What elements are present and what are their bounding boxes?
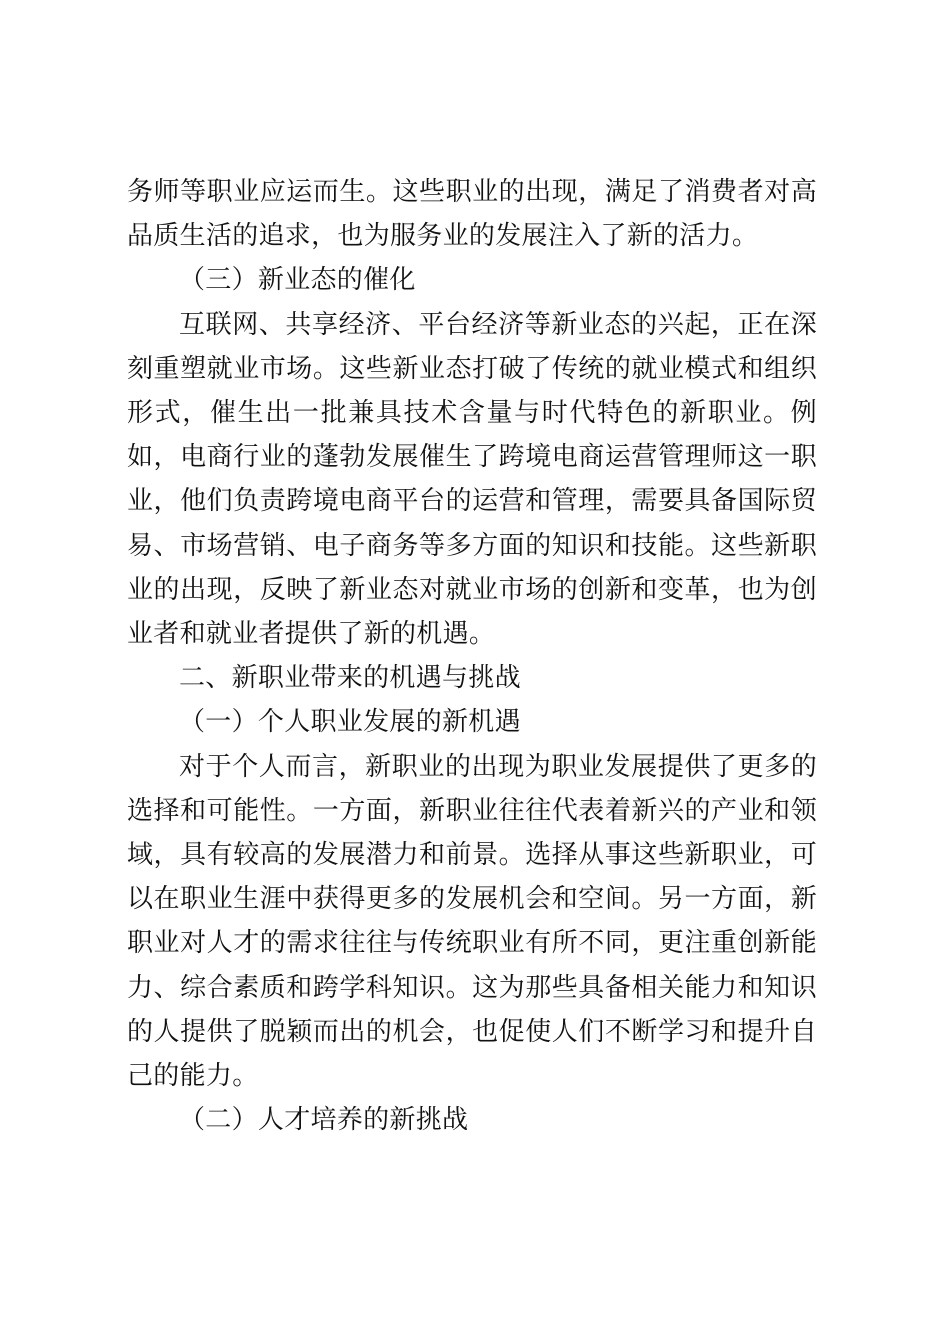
- subheading-new-business-forms: （三）新业态的催化: [179, 265, 416, 296]
- document-body: [127, 170, 817, 1142]
- paragraph-personal-opportunities: 对于个人而言，新职业的出现为职业发展提供了更多的选择和可能性。一方面，新职业往往代表着新兴的产业和领域，具有较高的发展潜力和前景。选择从事这些新职业，可以在职业生涯中获得更多的发展机会和空间。另一方面，新职业对人才的需求往往与传统职业有所不同，更注重创新能力、综合素质和跨学科知识。这为那些具备相关能力和知识的人提供了脱颖而出的机会，也促使人们不断学习和提升自己的能力。: [127, 751, 817, 1092]
- subheading-personal-opportunities: （一）个人职业发展的新机遇: [179, 707, 521, 738]
- paragraph-new-business-forms: 互联网、共享经济、平台经济等新业态的兴起，正在深刻重塑就业市场。这些新业态打破了传统的就业模式和组织形式，催生出一批兼具技术含量与时代特色的新职业。例如，电商行业的蓬勃发展催生了跨境电商运营管理师这一职业，他们负责跨境电商平台的运营和管理，需要具备国际贸易、市场营销、电子商务等多方面的知识和技能。这些新职业的出现，反映了新业态对就业市场的创新和变革，也为创业者和就业者提供了新的机遇。: [127, 309, 817, 650]
- section-heading-opportunities-challenges: 二、新职业带来的机遇与挑战: [179, 663, 521, 694]
- paragraph-continuation: 务师等职业应运而生。这些职业的出现，满足了消费者对高品质生活的追求，也为服务业的发展注入了新的活力。: [127, 177, 817, 252]
- subheading-talent-training: （二）人才培养的新挑战: [179, 1105, 469, 1136]
